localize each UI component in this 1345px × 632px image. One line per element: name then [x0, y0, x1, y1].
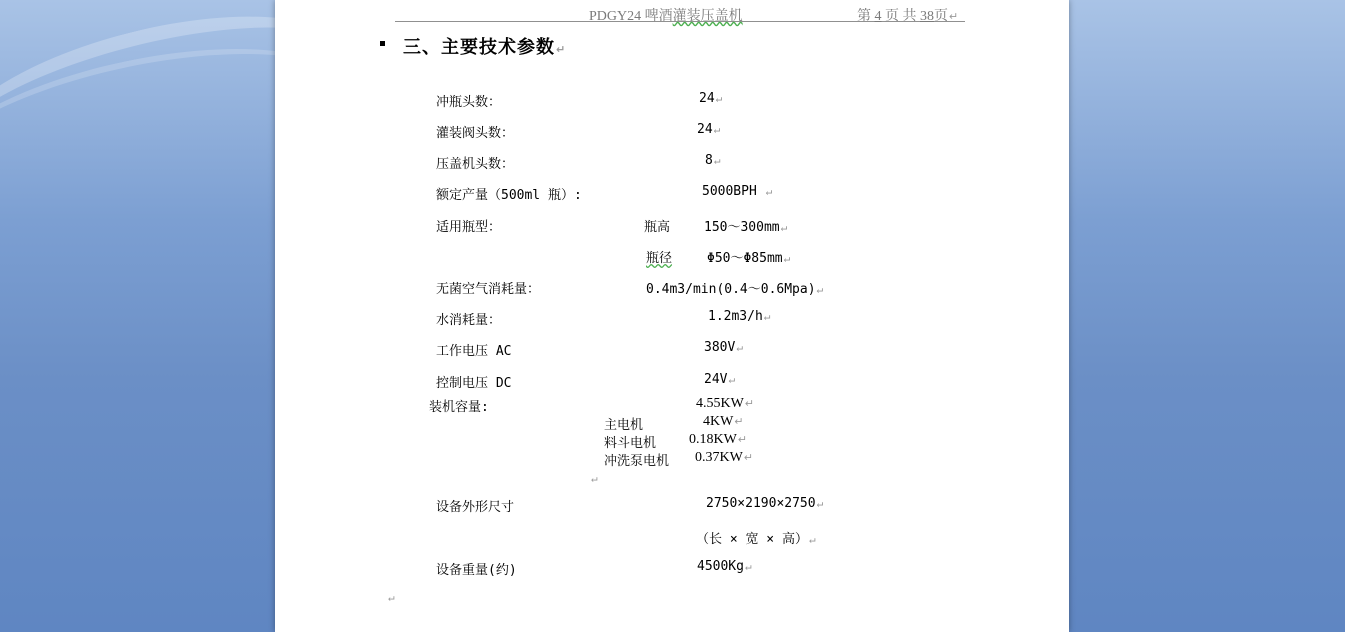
capping-heads-value: 8↵	[705, 153, 721, 168]
water-consumption-value: 1.2m3/h↵	[708, 309, 771, 324]
rinse-heads-value: 24↵	[699, 91, 723, 106]
output-label: 额定产量（500ml 瓶）:	[436, 188, 582, 203]
wash-pump-value: 0.37KW↵	[695, 450, 754, 465]
paragraph-mark: ↵	[591, 472, 598, 485]
bullet-icon	[380, 41, 385, 46]
control-voltage-value: 24V↵	[704, 372, 736, 387]
fill-valves-value: 24↵	[697, 122, 721, 137]
dimensions-note: （长 × 宽 × 高）↵	[696, 532, 816, 547]
main-motor-value: 4KW↵	[703, 414, 744, 429]
hopper-motor-value: 0.18KW↵	[689, 432, 748, 447]
page-header	[395, 5, 965, 22]
document-page[interactable]	[275, 0, 1069, 632]
work-voltage-label: 工作电压 AC	[436, 344, 512, 359]
rinse-heads-label: 冲瓶头数：	[436, 95, 502, 110]
paragraph-mark: ↵	[388, 591, 395, 604]
water-consumption-label: 水消耗量：	[436, 313, 502, 328]
hopper-motor-label: 料斗电机	[604, 436, 657, 451]
bottle-height-label: 瓶高	[644, 220, 671, 235]
dimensions-label: 设备外形尺寸	[436, 500, 515, 515]
installed-power-value: 4.55KW↵	[696, 396, 755, 411]
header-title: PDGY24 啤酒灌装压盖机	[589, 9, 743, 24]
weight-value: 4500Kg↵	[697, 559, 752, 574]
capping-heads-label: 压盖机头数：	[436, 157, 515, 172]
air-consumption-value: 0.4m3/min(0.4～0.6Mpa)↵	[646, 282, 824, 297]
dimensions-value: 2750×2190×2750↵	[706, 496, 824, 511]
header-page-number: 第 4 页 共 38页↵	[857, 9, 959, 24]
work-voltage-value: 380V↵	[704, 340, 743, 355]
fill-valves-label: 灌装阀头数：	[436, 126, 515, 141]
bottle-height-value: 150～300mm↵	[704, 220, 788, 235]
bottle-diameter-value: Φ50～Φ85mm↵	[707, 251, 791, 266]
bottle-type-label: 适用瓶型：	[436, 220, 502, 235]
section-heading: 三、主要技术参数↵	[403, 37, 567, 58]
installed-power-label: 装机容量:	[429, 400, 489, 415]
air-consumption-label: 无菌空气消耗量：	[436, 282, 541, 297]
output-value: 5000BPH ↵	[702, 184, 773, 199]
control-voltage-label: 控制电压 DC	[436, 376, 512, 391]
main-motor-label: 主电机	[604, 418, 644, 433]
wash-pump-label: 冲洗泵电机	[604, 454, 670, 469]
weight-label: 设备重量(约)	[436, 563, 517, 578]
bottle-diameter-label: 瓶径	[646, 251, 673, 266]
